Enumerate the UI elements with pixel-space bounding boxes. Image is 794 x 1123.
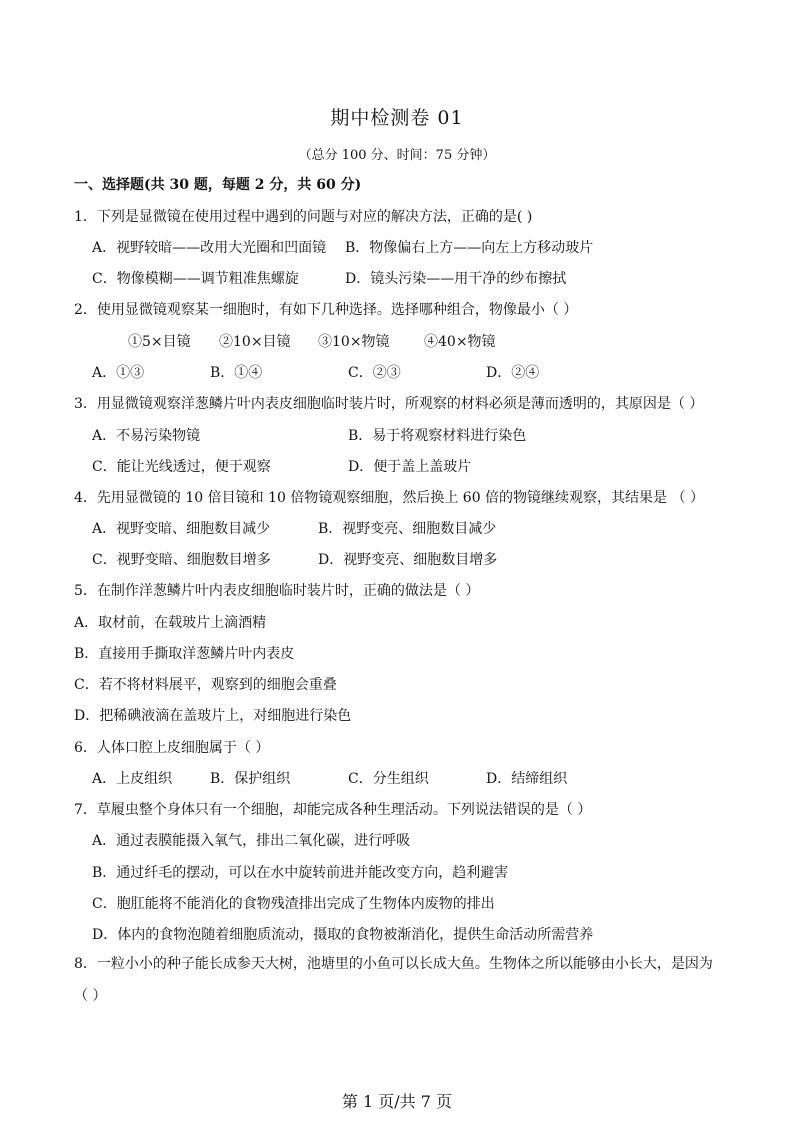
question-4-option-d: D．视野变亮、细胞数目增多 xyxy=(318,552,498,568)
question-1-option-d: D．镜头污染——用干净的纱布擦拭 xyxy=(345,271,567,287)
question-7-stem: 7．草履虫整个身体只有一个细胞，却能完成各种生理活动。下列说法错误的是（ ） xyxy=(74,802,592,818)
question-6-option-b: B．保护组织 xyxy=(210,771,291,787)
question-8-stem: 8．一粒小小的种子能长成参天大树，池塘里的小鱼可以长成大鱼。生物体之所以能够由小长大，是因为（ ） xyxy=(74,956,713,1004)
question-2-option-b: B．①④ xyxy=(210,365,263,381)
question-5-option-a: A．取材前，在载玻片上滴酒精 xyxy=(74,615,267,631)
question-1-option-c: C．物像模糊——调节粗准焦螺旋 xyxy=(92,271,299,287)
page-footer: 第 1 页/共 7 页 xyxy=(341,1092,453,1111)
question-4-option-c: C．视野变暗、细胞数目增多 xyxy=(92,552,271,568)
question-2-choice-2: ②10×目镜 xyxy=(219,334,291,350)
question-7-option-c: C．胞肛能将不能消化的食物残渣排出完成了生物体内废物的排出 xyxy=(92,896,495,912)
question-2-choice-1: ①5×目镜 xyxy=(128,334,191,350)
question-7-option-a: A．通过表膜能摄入氧气，排出二氧化碳，进行呼吸 xyxy=(92,833,411,849)
question-2-stem: 2．使用显微镜观察某一细胞时，有如下几种选择。选择哪种组合，物像最小（ ） xyxy=(74,302,578,318)
question-5-option-b: B．直接用手撕取洋葱鳞片叶内表皮 xyxy=(74,646,295,662)
question-6-option-c: C．分生组织 xyxy=(348,771,429,787)
question-3-stem: 3．用显微镜观察洋葱鳞片叶内表皮细胞临时装片时，所观察的材料必须是薄而透明的，其原因是（ ） xyxy=(74,396,704,412)
question-5-stem: 5．在制作洋葱鳞片叶内表皮细胞临时装片时，正确的做法是（ ） xyxy=(74,583,480,599)
page-title: 期中检测卷 01 xyxy=(330,107,464,129)
question-1-option-a: A．视野较暗——改用大光圈和凹面镜 xyxy=(92,240,327,256)
question-7-option-d: D．体内的食物泡随着细胞质流动，摄取的食物被渐消化，提供生命活动所需营养 xyxy=(92,927,594,943)
section-heading: 一、选择题(共 30 题，每题 2 分，共 60 分) xyxy=(74,177,362,193)
question-4-option-b: B．视野变亮、细胞数目减少 xyxy=(318,521,497,537)
question-4-stem: 4．先用显微镜的 10 倍目镜和 10 倍物镜观察细胞，然后换上 60 倍的物镜继续观察，其结果是 （ ） xyxy=(74,490,704,506)
question-6-stem: 6．人体口腔上皮细胞属于（ ） xyxy=(74,740,270,756)
question-7-option-b: B．通过纤毛的摆动，可以在水中旋转前进并能改变方向，趋利避害 xyxy=(92,865,509,881)
question-3-option-a: A．不易污染物镜 xyxy=(92,428,201,444)
question-6-option-d: D．结缔组织 xyxy=(486,771,568,787)
question-2-option-d: D．②④ xyxy=(486,365,540,381)
question-5-option-c: C．若不将材料展平，观察到的细胞会重叠 xyxy=(74,677,337,693)
question-2-choice-4: ④40×物镜 xyxy=(424,334,496,350)
question-1-stem: 1．下列是显微镜在使用过程中遇到的问题与对应的解决方法，正确的是( ) xyxy=(74,209,533,225)
question-6-option-a: A．上皮组织 xyxy=(92,771,173,787)
question-2-option-c: C．②③ xyxy=(348,365,401,381)
question-4-option-a: A．视野变暗、细胞数目减少 xyxy=(92,521,271,537)
question-2-option-a: A．①③ xyxy=(92,365,145,381)
question-2-choice-3: ③10×物镜 xyxy=(318,334,390,350)
question-3-option-d: D．便于盖上盖玻片 xyxy=(348,459,472,475)
question-3-option-b: B．易于将观察材料进行染色 xyxy=(348,428,527,444)
page-subtitle: （总分 100 分、时间：75 分钟） xyxy=(298,148,496,163)
question-5-option-d: D．把稀碘液滴在盖玻片上，对细胞进行染色 xyxy=(74,708,352,724)
question-1-option-b: B．物像偏右上方——向左上方移动玻片 xyxy=(345,240,594,256)
question-3-option-c: C．能让光线透过，便于观察 xyxy=(92,459,271,475)
